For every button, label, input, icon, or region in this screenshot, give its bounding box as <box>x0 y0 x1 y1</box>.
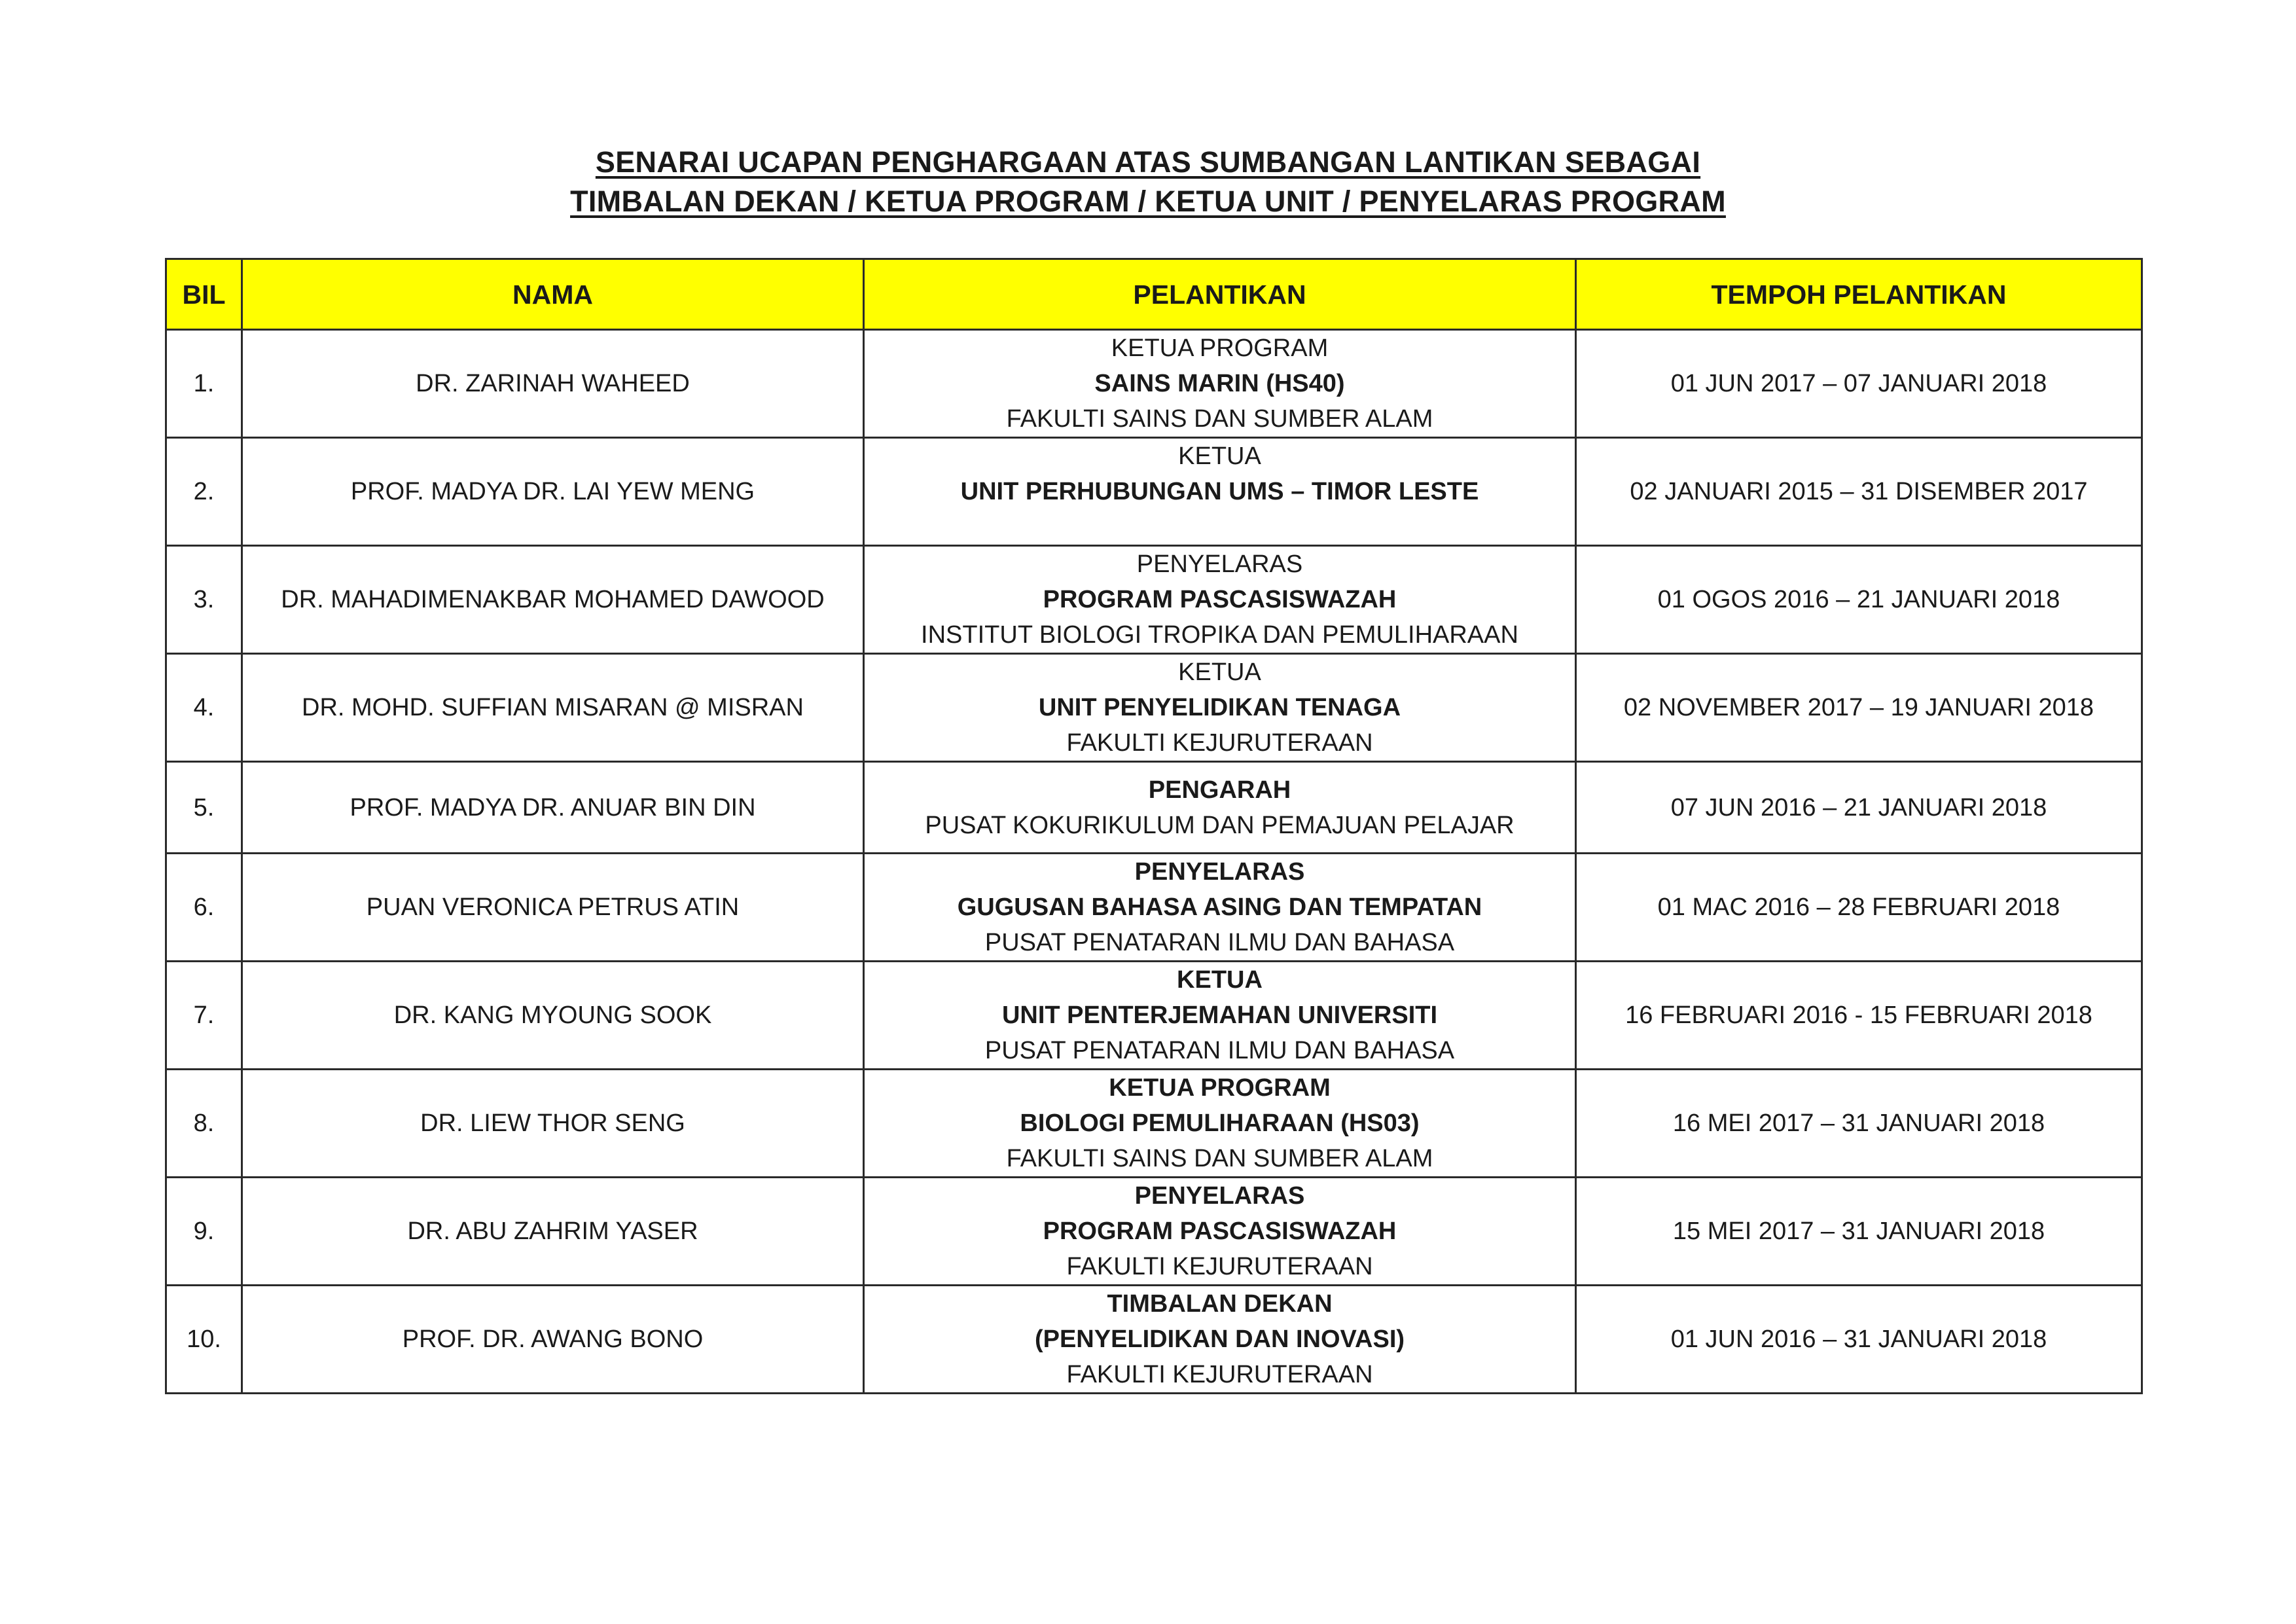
table-row <box>166 654 2142 762</box>
pelantikan-line: KETUA <box>1177 966 1263 994</box>
cell-tempoh: 16 MEI 2017 – 31 JANUARI 2018 <box>1576 1070 2142 1178</box>
cell-bil: 2. <box>166 438 242 546</box>
pelantikan-line: INSTITUT BIOLOGI TROPIKA DAN PEMULIHARAAN <box>921 621 1518 649</box>
pelantikan-line: PUSAT PENATARAN ILMU DAN BAHASA <box>984 929 1455 956</box>
pelantikan-line: TIMBALAN DEKAN <box>1107 1290 1333 1318</box>
header-tempoh: TEMPOH PELANTIKAN <box>1576 259 2142 330</box>
document-title <box>0 143 2296 221</box>
table-row <box>166 438 2142 546</box>
table-row <box>166 1286 2142 1394</box>
cell-tempoh: 16 FEBRUARI 2016 - 15 FEBRUARI 2018 <box>1576 962 2142 1070</box>
cell-bil: 1. <box>166 330 242 438</box>
pelantikan-line: KETUA <box>1178 442 1261 470</box>
table-body <box>166 330 2142 1394</box>
pelantikan-line: PENYELARAS <box>1136 550 1303 578</box>
pelantikan-line: PROGRAM PASCASISWAZAH <box>1043 586 1397 613</box>
cell-nama: PROF. MADYA DR. LAI YEW MENG <box>242 438 864 546</box>
cell-pelantikan <box>864 962 1576 1070</box>
cell-tempoh: 02 JANUARI 2015 – 31 DISEMBER 2017 <box>1576 438 2142 546</box>
cell-nama: PROF. DR. AWANG BONO <box>242 1286 864 1394</box>
header-nama: NAMA <box>242 259 864 330</box>
pelantikan-line: PENYELARAS <box>1134 1182 1305 1210</box>
pelantikan-line: FAKULTI SAINS DAN SUMBER ALAM <box>1006 405 1433 433</box>
cell-tempoh: 15 MEI 2017 – 31 JANUARI 2018 <box>1576 1178 2142 1286</box>
cell-pelantikan <box>864 438 1576 546</box>
cell-nama: DR. ZARINAH WAHEED <box>242 330 864 438</box>
pelantikan-line: PUSAT KOKURIKULUM DAN PEMAJUAN PELAJAR <box>925 811 1515 839</box>
table-row <box>166 1070 2142 1178</box>
cell-pelantikan <box>864 654 1576 762</box>
pelantikan-line: UNIT PERHUBUNGAN UMS – TIMOR LESTE <box>960 478 1479 505</box>
pelantikan-line: PROGRAM PASCASISWAZAH <box>1043 1218 1397 1245</box>
cell-bil: 8. <box>166 1070 242 1178</box>
pelantikan-line: GUGUSAN BAHASA ASING DAN TEMPATAN <box>957 893 1482 921</box>
cell-bil: 10. <box>166 1286 242 1394</box>
cell-bil: 3. <box>166 546 242 654</box>
pelantikan-line: FAKULTI KEJURUTERAAN <box>1066 1253 1373 1280</box>
cell-bil: 7. <box>166 962 242 1070</box>
title-line-2: TIMBALAN DEKAN / KETUA PROGRAM / KETUA UNIT / PENYELARAS PROGRAM <box>570 185 1726 218</box>
pelantikan-line: FAKULTI SAINS DAN SUMBER ALAM <box>1006 1145 1433 1172</box>
cell-bil: 6. <box>166 854 242 962</box>
header-pelantikan: PELANTIKAN <box>864 259 1576 330</box>
cell-bil: 9. <box>166 1178 242 1286</box>
cell-nama: DR. MOHD. SUFFIAN MISARAN @ MISRAN <box>242 654 864 762</box>
cell-tempoh: 07 JUN 2016 – 21 JANUARI 2018 <box>1576 762 2142 854</box>
table-row <box>166 962 2142 1070</box>
pelantikan-line: UNIT PENTERJEMAHAN UNIVERSITI <box>1001 1001 1438 1029</box>
pelantikan-line <box>870 509 1570 545</box>
pelantikan-line: FAKULTI KEJURUTERAAN <box>1066 1361 1373 1388</box>
pelantikan-line: PENYELARAS <box>1134 858 1305 886</box>
pelantikan-line: SAINS MARIN (HS40) <box>1094 370 1345 397</box>
pelantikan-line: KETUA PROGRAM <box>1109 1074 1331 1102</box>
pelantikan-line: FAKULTI KEJURUTERAAN <box>1066 729 1373 757</box>
cell-pelantikan <box>864 1178 1576 1286</box>
table-header-row <box>166 259 2142 330</box>
cell-pelantikan <box>864 330 1576 438</box>
pelantikan-line: KETUA <box>1178 659 1261 686</box>
pelantikan-line: UNIT PENYELIDIKAN TENAGA <box>1038 694 1401 721</box>
appointments-table <box>165 258 2143 1394</box>
pelantikan-line: KETUA PROGRAM <box>1111 334 1329 362</box>
header-bil: BIL <box>166 259 242 330</box>
cell-nama: PROF. MADYA DR. ANUAR BIN DIN <box>242 762 864 854</box>
cell-tempoh: 01 JUN 2016 – 31 JANUARI 2018 <box>1576 1286 2142 1394</box>
cell-pelantikan <box>864 1070 1576 1178</box>
cell-nama: DR. LIEW THOR SENG <box>242 1070 864 1178</box>
cell-pelantikan <box>864 762 1576 854</box>
pelantikan-line: (PENYELIDIKAN DAN INOVASI) <box>1034 1326 1405 1353</box>
pelantikan-line: PENGARAH <box>1148 776 1291 804</box>
pelantikan-line: PUSAT PENATARAN ILMU DAN BAHASA <box>984 1037 1455 1064</box>
pelantikan-line: BIOLOGI PEMULIHARAAN (HS03) <box>1020 1110 1420 1137</box>
cell-tempoh: 01 JUN 2017 – 07 JANUARI 2018 <box>1576 330 2142 438</box>
table-row <box>166 330 2142 438</box>
cell-tempoh: 01 OGOS 2016 – 21 JANUARI 2018 <box>1576 546 2142 654</box>
cell-nama: PUAN VERONICA PETRUS ATIN <box>242 854 864 962</box>
cell-tempoh: 01 MAC 2016 – 28 FEBRUARI 2018 <box>1576 854 2142 962</box>
cell-tempoh: 02 NOVEMBER 2017 – 19 JANUARI 2018 <box>1576 654 2142 762</box>
cell-bil: 5. <box>166 762 242 854</box>
title-line-1: SENARAI UCAPAN PENGHARGAAN ATAS SUMBANGAN LANTIKAN SEBAGAI <box>595 145 1701 179</box>
table-row <box>166 546 2142 654</box>
cell-pelantikan <box>864 546 1576 654</box>
cell-pelantikan <box>864 1286 1576 1394</box>
table-row <box>166 1178 2142 1286</box>
cell-nama: DR. ABU ZAHRIM YASER <box>242 1178 864 1286</box>
cell-nama: DR. MAHADIMENAKBAR MOHAMED DAWOOD <box>242 546 864 654</box>
table-row <box>166 854 2142 962</box>
cell-pelantikan <box>864 854 1576 962</box>
cell-nama: DR. KANG MYOUNG SOOK <box>242 962 864 1070</box>
cell-bil: 4. <box>166 654 242 762</box>
table-row <box>166 762 2142 854</box>
